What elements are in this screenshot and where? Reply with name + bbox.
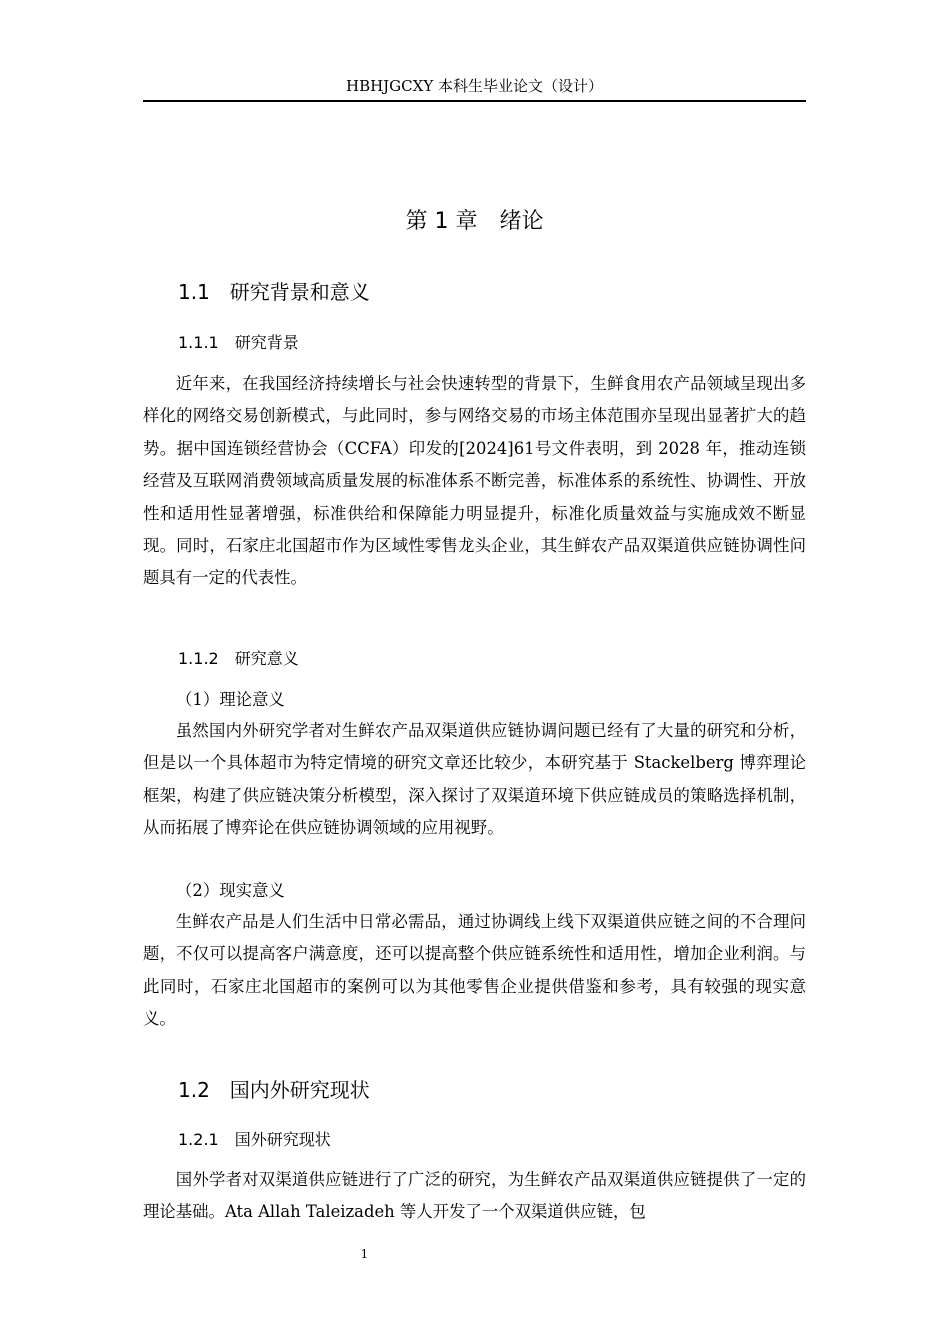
paragraph-foreign-research: 国外学者对双渠道供应链进行了广泛的研究，为生鲜农产品双渠道供应链提供了一定的理论基础。Ata Allah Taleizadeh 等人开发了一个双渠道供应链，包	[143, 1170, 806, 1222]
paragraph-theory: 虽然国内外研究学者对生鲜农产品双渠道供应链协调问题已经有了大量的研究和分析，但是以一个具体超市为特定情境的研究文章还比较少，本研究基于 Stackelberg 博弈理论框架，构建了供应链决策分析模型，深入探讨了双渠道环境下供应链成员的策略选择机制，从而拓展了博弈论在供应链协调领域的应用视野。	[143, 721, 806, 838]
chapter-title: 第 1 章 绪论	[405, 209, 544, 234]
theory-significance-label: （1）理论意义	[176, 690, 285, 709]
section-heading-1-2: 1.2 国内外研究现状	[178, 1078, 370, 1102]
subsection-heading-1-1-1: 1.1.1 研究背景	[178, 333, 299, 352]
header-rule	[143, 100, 806, 102]
page-header: HBHJGCXY 本科生毕业论文（设计）	[345, 77, 603, 95]
page-number: 1	[360, 1247, 369, 1261]
subsection-heading-1-1-2: 1.1.2 研究意义	[178, 649, 299, 668]
practical-significance-label: （2）现实意义	[176, 881, 285, 900]
paragraph-practice: 生鲜农产品是人们生活中日常必需品，通过协调线上线下双渠道供应链之间的不合理问题，不仅可以提高客户满意度，还可以提高整个供应链系统性和适用性，增加企业利润。与此同时，石家庄北国超市的案例可以为其他零售企业提供借鉴和参考，具有较强的现实意义。	[143, 912, 806, 1029]
section-heading-1-1: 1.1 研究背景和意义	[178, 280, 370, 304]
subsection-heading-1-2-1: 1.2.1 国外研究现状	[178, 1130, 331, 1149]
paragraph-background: 近年来，在我国经济持续增长与社会快速转型的背景下，生鲜食用农产品领域呈现出多样化的网络交易创新模式，与此同时，参与网络交易的市场主体范围亦呈现出显著扩大的趋势。据中国连锁经营协会（CCFA）印发的[2024]61号文件表明，到 2028 年，推动连锁经营及互联网消费领域高质量发展的标准体系不断完善，标准体系的系统性、协调性、开放性和适用性显著增强，标准供给和保障能力明显提升，标准化质量效益与实施成效不断显现。同时，石家庄北国超市作为区域性零售龙头企业，其生鲜农产品双渠道供应链协调性问题具有一定的代表性。	[143, 374, 806, 588]
